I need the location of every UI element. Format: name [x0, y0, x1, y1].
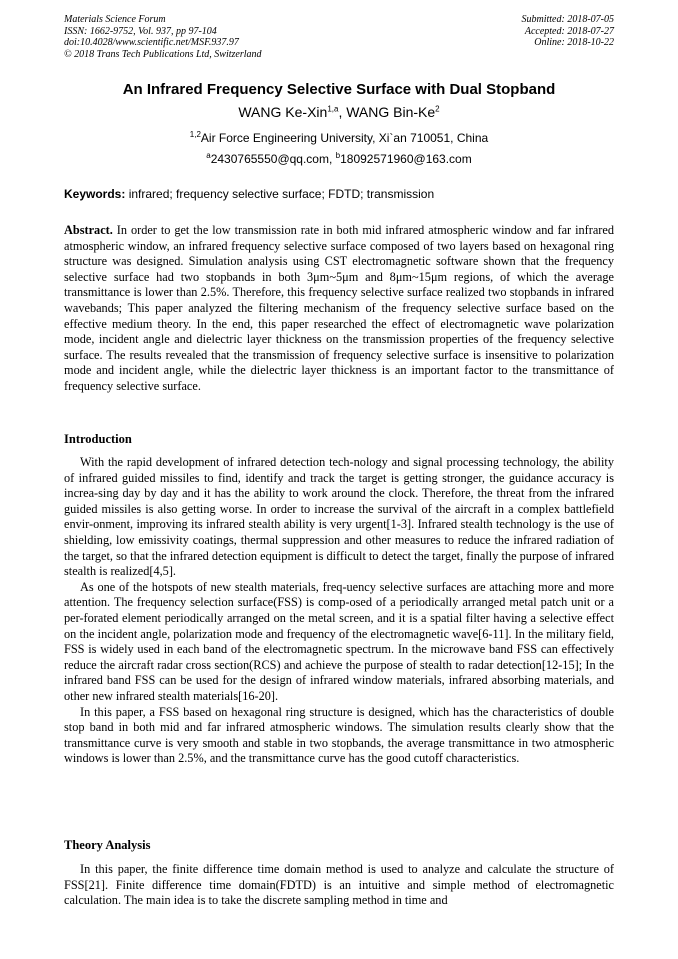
abstract-label: Abstract.: [64, 223, 113, 237]
introduction-paragraph-2: As one of the hotspots of new stealth materials, freq-uency selective surfaces are attaching more and more attention. The frequency selection surface(FSS) is comp-osed of a periodically arranged metal patch unit or a per-forated element periodically arranged on the metal screen, and it is a spatial filter having a selective effect on the incident angle, polarization mode and frequency of the electromagnetic wave[6-11]. In the military field, FSS is widely used in each band of the electromagnetic spectrum. In the microwave band FSS can effectively reduce the aircraft radar cross section(RCS) and achieve the purpose of stealth to radar detection[12-15]; In the infrared band FSS can be used for the design of infrared window materials, infrared absorbing materials, and other new infrared stealth materials[16-20].: [64, 579, 614, 703]
affiliation-text: Air Force Engineering University, Xi`an 710051, China: [200, 131, 489, 145]
keywords-text: infrared; frequency selective surface; FDTD; transmission: [125, 187, 435, 201]
theory-heading: Theory Analysis: [64, 838, 151, 852]
email-a[interactable]: 2430765550@qq.com,: [210, 152, 336, 166]
submitted-date: Submitted: 2018-07-05: [521, 14, 614, 25]
author-1-name: WANG Ke-Xin: [238, 104, 328, 120]
journal-doi[interactable]: doi:10.4028/www.scientific.net/MSF.937.97: [64, 37, 239, 48]
journal-name: Materials Science Forum: [64, 14, 166, 25]
accepted-date: Accepted: 2018-07-27: [524, 25, 614, 37]
journal-info: [64, 14, 262, 60]
introduction-paragraph-3: In this paper, a FSS based on hexagonal ring structure is designed, which has the characteristics of double stop band in both mid and far infrared atmospheric windows. The simulation results clearly show that the transmittance curve is very smooth and stable in two stopbands, the average transmittance in two atmospheric windows is lower than 2.5%, and the transmittance curve has the good cutoff characteristics.: [64, 704, 614, 766]
author-2-name: WANG Bin-Ke: [346, 104, 436, 120]
theory-paragraph: In this paper, the finite difference time domain method is used to analyze and calculate the structure of FSS[21]. Finite difference time domain(FDTD) is an intuitive and simple method of electromagnetic calculation. The main idea is to take the discrete sampling method in time and: [64, 862, 614, 908]
author-line: [0, 104, 678, 120]
abstract-paragraph: [64, 223, 614, 395]
affiliation-line: [0, 131, 678, 145]
abstract-text: In order to get the low transmission rate in both mid infrared atmospheric window and far infrared atmospheric window, an infrared frequency selective surface composed of two layers based on hexagonal ring structure was designed. Simulation analysis using CST electromagnetic software shown that the frequency selective surface had two stopbands in both 3μm~5μm and 8μm~15μm regions, of which the average transmittance is lower than 2.5%. Therefore, this frequency selective surface realized two stopbands in infrared wavebands; This paper analyzed the filtering mechanism of the frequency selective surface based on the effective medium theory. In the end, this paper researched the effect of electromagnetic wave polarization mode, incident angle and dielectric layer thickness on the transmission properties of the frequency selective surface. The results revealed that the transmission of frequency selective surface is insensitive to polarization mode and incident angle, while the dielectric layer thickness is an important factor to the transmittance of frequency selective surface.: [64, 223, 614, 393]
email-b[interactable]: 18092571960@163.com: [340, 152, 472, 166]
email-a-mark: a: [206, 151, 211, 160]
email-b-mark: b: [335, 151, 341, 160]
introduction-heading: Introduction: [64, 432, 132, 446]
theory-section: [64, 862, 614, 909]
introduction-paragraph-1: With the rapid development of infrared detection tech-nology and signal processing technology, the ability of infrared guided missiles to find, identify and track the target is getting stronger, the guidance accuracy is increa-sing day by day and it has the ability to work around the clock. Therefore, the threat from the infrared guided missiles is also getting worse. In order to increase the survival of the aircraft in a complex battlefield envir-onment, improving its infrared stealth ability is very urgent[1-3]. Infrared stealth technology is the use of shielding, low emissivity coatings, thermal suppression and other measures to reduce the infrared radiation of the target, so that the infrared detection equipment is difficult to detect the target, finally the purpose of infrared stealth is realized[4,5].: [64, 455, 614, 579]
affiliation-mark: 1,2: [189, 130, 201, 139]
keywords-label: Keywords:: [64, 187, 126, 201]
introduction-section: [64, 455, 614, 767]
keywords-line: [64, 187, 614, 201]
publication-dates: [522, 14, 615, 49]
copyright-notice: © 2018 Trans Tech Publications Ltd, Switzerland: [64, 48, 262, 60]
author-separator: ,: [338, 104, 347, 120]
paper-title: An Infrared Frequency Selective Surface with Dual Stopband: [122, 81, 556, 98]
online-date: Online: 2018-10-22: [534, 37, 614, 48]
email-line: [0, 152, 678, 166]
author-2-affil-mark: 2: [435, 104, 440, 114]
journal-issn: ISSN: 1662-9752, Vol. 937, pp 97-104: [64, 25, 217, 37]
author-1-affil-mark: 1,a: [327, 104, 339, 114]
